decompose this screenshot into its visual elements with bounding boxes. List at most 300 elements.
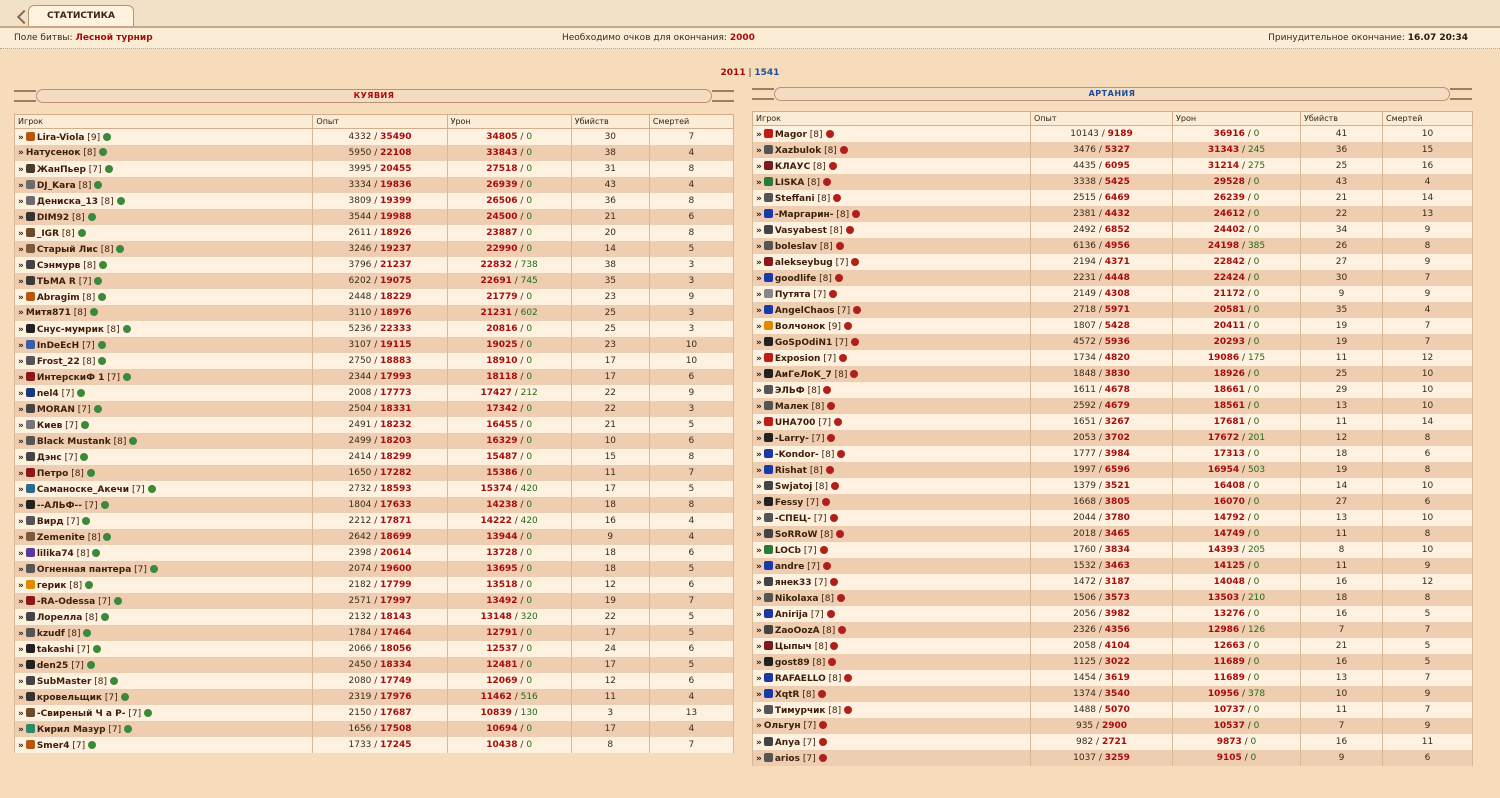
player-cell (15, 369, 313, 385)
exp-cell: 2571 / 17997 (313, 593, 447, 609)
player-info-arrow-icon[interactable]: » (18, 484, 23, 495)
clan-icon (764, 433, 773, 442)
player-info-icon[interactable] (827, 610, 835, 618)
player-info-arrow-icon[interactable]: » (18, 500, 23, 511)
player-info-icon[interactable] (835, 274, 843, 282)
player-name[interactable]: Frost_22 (36, 356, 80, 367)
player-info-arrow-icon[interactable]: » (756, 561, 761, 572)
player-info-arrow-icon[interactable]: » (756, 673, 761, 684)
table-row (753, 366, 1473, 382)
exp-cell: 2450 / 18334 (313, 657, 447, 673)
player-info-icon[interactable] (852, 210, 860, 218)
col-exp[interactable]: Опыт (1031, 112, 1173, 126)
player-info-icon[interactable] (93, 645, 101, 653)
damage-cell: 10956 / 378 (1173, 686, 1301, 702)
player-info-icon[interactable] (822, 498, 830, 506)
player-cell (15, 673, 313, 689)
col-player[interactable]: Игрок (753, 112, 1031, 126)
exp-total: 19075 (380, 276, 412, 286)
damage-value: 11462 (480, 692, 512, 702)
clan-icon (26, 468, 35, 477)
player-name[interactable]: alekseybug (774, 257, 833, 268)
player-info-icon[interactable] (123, 373, 131, 381)
player-info-arrow-icon[interactable]: » (756, 545, 761, 556)
player-info-arrow-icon[interactable]: » (756, 161, 761, 172)
player-info-icon[interactable] (98, 341, 106, 349)
player-info-arrow-icon[interactable]: » (756, 273, 761, 284)
player-info-icon[interactable] (129, 437, 137, 445)
team-header-left (14, 86, 734, 104)
player-info-arrow-icon[interactable]: » (756, 449, 761, 460)
player-name[interactable]: andre (774, 561, 805, 572)
player-name[interactable]: Волчонок (774, 321, 826, 332)
player-cell (15, 289, 313, 305)
player-info-arrow-icon[interactable]: » (18, 244, 23, 255)
player-info-icon[interactable] (828, 658, 836, 666)
player-info-icon[interactable] (827, 434, 835, 442)
player-name[interactable]: Exposion (774, 353, 821, 364)
player-info-arrow-icon[interactable]: » (18, 708, 23, 719)
player-info-arrow-icon[interactable]: » (756, 593, 761, 604)
player-name[interactable]: ЖанПьер (36, 164, 86, 175)
player-name[interactable]: den25 (36, 660, 69, 671)
player-name[interactable]: герик (36, 580, 67, 591)
player-info-arrow-icon[interactable]: » (756, 657, 761, 668)
player-info-icon[interactable] (844, 674, 852, 682)
deaths-cell: 10 (1383, 398, 1473, 414)
player-level: [8] (822, 625, 836, 636)
player-info-arrow-icon[interactable]: » (756, 129, 761, 140)
player-info-icon[interactable] (837, 594, 845, 602)
player-info-arrow-icon[interactable]: » (756, 577, 761, 588)
exp-value: 2448 (348, 292, 372, 302)
player-info-arrow-icon[interactable]: » (18, 308, 23, 318)
col-deaths[interactable]: Смертей (1383, 112, 1473, 126)
player-info-icon[interactable] (846, 226, 854, 234)
player-info-arrow-icon[interactable]: » (18, 580, 23, 591)
player-info-icon[interactable] (78, 229, 86, 237)
player-info-arrow-icon[interactable]: » (18, 644, 23, 655)
player-info-arrow-icon[interactable]: » (18, 324, 23, 335)
player-name[interactable]: Rishat (774, 465, 807, 476)
player-cell (753, 190, 1031, 206)
player-info-icon[interactable] (830, 642, 838, 650)
player-info-icon[interactable] (80, 453, 88, 461)
player-name[interactable]: Снус-мумрик (36, 324, 105, 335)
player-name[interactable]: Lira-Viola (36, 132, 85, 143)
player-info-arrow-icon[interactable]: » (756, 177, 761, 188)
deaths-cell: 10 (1383, 126, 1473, 143)
damage-healed: 378 (1247, 689, 1266, 699)
damage-cell: 11689 / 0 (1173, 654, 1301, 670)
player-name[interactable]: SoRRoW (774, 529, 818, 540)
clan-icon (764, 225, 773, 234)
player-info-arrow-icon[interactable]: » (18, 388, 23, 399)
player-info-icon[interactable] (116, 245, 124, 253)
player-name[interactable]: InDeEcH (36, 340, 80, 351)
player-info-icon[interactable] (844, 322, 852, 330)
player-info-arrow-icon[interactable]: » (756, 209, 761, 220)
player-info-arrow-icon[interactable]: » (756, 145, 761, 156)
player-info-arrow-icon[interactable]: » (18, 548, 23, 559)
player-name[interactable]: Вирд (36, 516, 64, 527)
player-name[interactable]: -Свиреный Ч а Р- (36, 708, 126, 719)
player-info-arrow-icon[interactable]: » (18, 132, 23, 143)
player-info-icon[interactable] (124, 725, 132, 733)
player-info-icon[interactable] (103, 533, 111, 541)
player-name[interactable]: Anya (774, 737, 801, 748)
player-info-arrow-icon[interactable]: » (18, 628, 23, 639)
player-name[interactable]: _IGR (36, 228, 59, 239)
clan-icon (764, 497, 773, 506)
player-info-arrow-icon[interactable]: » (756, 385, 761, 396)
exp-value: 1668 (1073, 497, 1097, 507)
player-info-icon[interactable] (85, 581, 93, 589)
player-name[interactable]: -СПЕЦ- (774, 513, 811, 524)
exp-total: 5936 (1104, 337, 1130, 347)
damage-cell: 24198 / 385 (1173, 238, 1301, 254)
player-info-arrow-icon[interactable]: » (756, 465, 761, 476)
player-info-icon[interactable] (840, 146, 848, 154)
player-name[interactable]: nel4 (36, 388, 59, 399)
player-name[interactable]: AngelChaos (774, 305, 835, 316)
player-info-arrow-icon[interactable]: » (756, 513, 761, 524)
player-info-arrow-icon[interactable]: » (756, 289, 761, 300)
player-name[interactable]: -Маргарин- (774, 209, 834, 220)
player-name[interactable]: Xazbulok (774, 145, 822, 156)
player-name[interactable]: Abragim (36, 292, 80, 303)
tab-statistics[interactable]: СТАТИСТИКА (28, 5, 134, 26)
player-name[interactable]: Дениска_13 (36, 196, 99, 207)
player-info-icon[interactable] (836, 530, 844, 538)
player-name[interactable]: MORAN (36, 404, 75, 415)
player-info-arrow-icon[interactable]: » (18, 452, 23, 463)
player-info-arrow-icon[interactable]: » (756, 625, 761, 636)
player-name[interactable]: -Larry- (774, 433, 809, 444)
player-info-arrow-icon[interactable]: » (756, 337, 761, 348)
player-info-icon[interactable] (844, 706, 852, 714)
player-name[interactable]: Натусенок (25, 148, 81, 158)
player-name[interactable]: Black Mustank (36, 436, 111, 447)
player-name[interactable]: Митя871 (25, 308, 71, 318)
player-info-icon[interactable] (90, 308, 98, 316)
player-info-icon[interactable] (81, 421, 89, 429)
player-info-arrow-icon[interactable]: » (18, 404, 23, 415)
player-info-arrow-icon[interactable]: » (18, 436, 23, 447)
player-info-icon[interactable] (98, 293, 106, 301)
player-name[interactable]: Огненная пантера (36, 564, 132, 575)
damage-value: 13276 (1213, 609, 1245, 619)
player-info-icon[interactable] (99, 261, 107, 269)
player-info-arrow-icon[interactable]: » (756, 721, 761, 731)
player-info-icon[interactable] (88, 741, 96, 749)
player-info-arrow-icon[interactable]: » (18, 356, 23, 367)
player-info-icon[interactable] (833, 194, 841, 202)
player-info-icon[interactable] (87, 469, 95, 477)
clan-icon (26, 244, 35, 253)
player-info-icon[interactable] (94, 277, 102, 285)
player-info-icon[interactable] (831, 482, 839, 490)
player-info-icon[interactable] (820, 546, 828, 554)
player-info-icon[interactable] (77, 389, 85, 397)
player-info-icon[interactable] (94, 181, 102, 189)
player-info-arrow-icon[interactable]: » (756, 369, 761, 380)
player-info-icon[interactable] (839, 354, 847, 362)
player-info-icon[interactable] (105, 165, 113, 173)
player-info-arrow-icon[interactable]: » (18, 564, 23, 575)
damage-healed: 0 (526, 196, 533, 206)
player-info-icon[interactable] (114, 597, 122, 605)
player-name[interactable]: Тимурчик (774, 705, 826, 716)
player-name[interactable]: LOCb (774, 545, 801, 556)
damage-value: 15374 (480, 484, 512, 494)
player-name[interactable]: -RA-Odessa (36, 596, 96, 607)
player-info-icon[interactable] (851, 338, 859, 346)
player-info-arrow-icon[interactable]: » (756, 241, 761, 252)
player-info-arrow-icon[interactable]: » (756, 353, 761, 364)
player-info-icon[interactable] (121, 693, 129, 701)
player-info-arrow-icon[interactable]: » (18, 420, 23, 431)
player-name[interactable]: UHA700 (774, 417, 816, 428)
player-info-arrow-icon[interactable]: » (18, 724, 23, 735)
col-deaths[interactable]: Смертей (649, 115, 733, 129)
player-info-icon[interactable] (94, 405, 102, 413)
damage-value: 18910 (486, 356, 518, 366)
player-name[interactable]: kzudf (36, 628, 65, 639)
player-name[interactable]: LISKA (774, 177, 805, 188)
player-info-icon[interactable] (101, 613, 109, 621)
player-info-icon[interactable] (818, 690, 826, 698)
player-info-arrow-icon[interactable]: » (756, 705, 761, 716)
player-name[interactable]: Старый Лис (36, 244, 98, 255)
player-info-arrow-icon[interactable]: » (18, 260, 23, 271)
player-name[interactable]: Цыпыч (774, 641, 812, 652)
col-damage[interactable]: Урон (447, 115, 571, 129)
player-name[interactable]: АиГеЛоК_7 (774, 369, 832, 380)
player-info-icon[interactable] (103, 133, 111, 141)
player-info-icon[interactable] (830, 578, 838, 586)
player-name[interactable]: Малек (774, 401, 809, 412)
kills-cell: 25 (571, 321, 649, 337)
player-cell (15, 529, 313, 545)
player-name[interactable]: ZaoOozA (774, 625, 820, 636)
player-info-icon[interactable] (829, 290, 837, 298)
exp-total: 4820 (1104, 353, 1130, 363)
player-info-icon[interactable] (87, 661, 95, 669)
damage-healed: 0 (1253, 321, 1260, 331)
player-info-icon[interactable] (123, 325, 131, 333)
player-info-arrow-icon[interactable]: » (756, 193, 761, 204)
player-name[interactable]: ТЬМА R (36, 276, 76, 287)
damage-healed: 0 (1253, 129, 1260, 139)
exp-cell: 2491 / 18232 (313, 417, 447, 433)
player-info-icon[interactable] (98, 357, 106, 365)
player-info-arrow-icon[interactable]: » (18, 340, 23, 351)
player-name[interactable]: boleslav (774, 241, 818, 252)
player-info-arrow-icon[interactable]: » (18, 212, 23, 223)
player-info-icon[interactable] (823, 562, 831, 570)
player-info-arrow-icon[interactable]: » (18, 164, 23, 175)
player-info-arrow-icon[interactable]: » (756, 737, 761, 748)
exp-value: 1760 (1073, 545, 1097, 555)
player-name[interactable]: Лорелла (36, 612, 83, 623)
player-name[interactable]: gost89 (774, 657, 810, 668)
player-info-arrow-icon[interactable]: » (756, 497, 761, 508)
player-info-icon[interactable] (826, 466, 834, 474)
player-name[interactable]: arios (774, 753, 800, 764)
player-name[interactable]: Fessy (774, 497, 804, 508)
player-info-icon[interactable] (853, 306, 861, 314)
player-info-icon[interactable] (834, 418, 842, 426)
player-info-arrow-icon[interactable]: » (18, 516, 23, 527)
player-info-arrow-icon[interactable]: » (18, 740, 23, 751)
player-info-arrow-icon[interactable]: » (18, 196, 23, 207)
exp-cell: 2319 / 17976 (313, 689, 447, 705)
player-name[interactable]: ЭЛЬФ (774, 385, 805, 396)
player-info-icon[interactable] (838, 626, 846, 634)
player-info-arrow-icon[interactable]: » (18, 612, 23, 623)
player-info-icon[interactable] (117, 197, 125, 205)
player-info-icon[interactable] (823, 386, 831, 394)
kills-cell: 27 (1301, 254, 1383, 270)
player-info-arrow-icon[interactable]: » (756, 401, 761, 412)
player-info-arrow-icon[interactable]: » (18, 660, 23, 671)
player-info-icon[interactable] (819, 738, 827, 746)
player-info-arrow-icon[interactable]: » (756, 641, 761, 652)
table-row (15, 737, 734, 753)
player-name[interactable]: goodlife (774, 273, 817, 284)
player-info-icon[interactable] (110, 677, 118, 685)
player-info-arrow-icon[interactable]: » (756, 609, 761, 620)
player-info-arrow-icon[interactable]: » (756, 257, 761, 268)
exp-value: 3110 (348, 308, 372, 318)
player-info-arrow-icon[interactable]: » (18, 148, 23, 158)
col-exp[interactable]: Опыт (313, 115, 447, 129)
player-name[interactable]: Vasyabest (774, 225, 827, 236)
player-name[interactable]: takashi (36, 644, 75, 655)
player-info-icon[interactable] (826, 130, 834, 138)
player-name[interactable]: --АЛЬФ-- (36, 500, 82, 511)
player-name[interactable]: XqtR (774, 689, 800, 700)
player-name[interactable]: Киев (36, 420, 63, 431)
player-name[interactable]: Smer4 (36, 740, 70, 751)
player-info-arrow-icon[interactable]: » (756, 689, 761, 700)
player-name[interactable]: DJ_Kara (36, 180, 76, 191)
player-name[interactable]: Кирил Мазур (36, 724, 106, 735)
player-info-icon[interactable] (836, 242, 844, 250)
player-name[interactable]: Swjatoj (774, 481, 813, 492)
player-info-icon[interactable] (819, 754, 827, 762)
player-info-arrow-icon[interactable]: » (756, 305, 761, 316)
player-info-arrow-icon[interactable]: » (18, 276, 23, 287)
player-name[interactable]: ИнтерскиФ 1 (36, 372, 105, 383)
player-cell (753, 254, 1031, 270)
col-player[interactable]: Игрок (15, 115, 313, 129)
player-info-icon[interactable] (88, 213, 96, 221)
player-info-icon[interactable] (823, 178, 831, 186)
player-info-icon[interactable] (83, 629, 91, 637)
player-name[interactable]: Петро (36, 468, 69, 479)
player-name[interactable]: DIM92 (36, 212, 70, 223)
player-info-arrow-icon[interactable]: » (18, 468, 23, 479)
player-info-icon[interactable] (850, 370, 858, 378)
player-info-arrow-icon[interactable]: » (18, 596, 23, 607)
player-name[interactable]: Саманоске_Акечи (36, 484, 130, 495)
player-info-arrow-icon[interactable]: » (18, 372, 23, 383)
player-name[interactable]: КЛАУС (774, 161, 811, 172)
player-info-arrow-icon[interactable]: » (18, 180, 23, 191)
player-name[interactable]: Путята (774, 289, 811, 300)
player-info-icon[interactable] (150, 565, 158, 573)
player-name[interactable]: -Kondor- (774, 449, 819, 460)
player-info-arrow-icon[interactable]: » (18, 292, 23, 303)
player-info-icon[interactable] (819, 721, 827, 729)
player-info-arrow-icon[interactable]: » (756, 417, 761, 428)
player-name[interactable]: кровельщик (36, 692, 103, 703)
player-level: [7] (835, 257, 849, 268)
player-info-arrow-icon[interactable]: » (756, 433, 761, 444)
player-info-icon[interactable] (829, 162, 837, 170)
col-damage[interactable]: Урон (1173, 112, 1301, 126)
player-info-icon[interactable] (851, 258, 859, 266)
col-kills[interactable]: Убийств (571, 115, 649, 129)
player-info-icon[interactable] (837, 450, 845, 458)
player-info-arrow-icon[interactable]: » (756, 529, 761, 540)
exp-value: 1472 (1073, 577, 1097, 587)
damage-value: 14792 (1213, 513, 1245, 523)
damage-healed: 0 (1250, 737, 1257, 747)
player-name[interactable]: Anirija (774, 609, 808, 620)
player-info-arrow-icon[interactable]: » (18, 532, 23, 543)
player-name[interactable]: янек33 (774, 577, 812, 588)
player-info-icon[interactable] (99, 148, 107, 156)
exp-value: 2344 (348, 372, 372, 382)
clan-icon (764, 641, 773, 650)
player-info-arrow-icon[interactable]: » (756, 481, 761, 492)
player-name[interactable]: Дэнс (36, 452, 62, 463)
damage-value: 24500 (486, 212, 518, 222)
player-info-icon[interactable] (82, 517, 90, 525)
deaths-cell: 10 (1383, 382, 1473, 398)
player-info-icon[interactable] (827, 402, 835, 410)
player-info-icon[interactable] (92, 549, 100, 557)
player-level: [8] (811, 401, 825, 412)
player-info-arrow-icon[interactable]: » (756, 321, 761, 332)
player-name[interactable]: Ольгун (763, 721, 801, 731)
player-info-arrow-icon[interactable]: » (18, 228, 23, 239)
player-info-icon[interactable] (148, 485, 156, 493)
damage-healed: 0 (1253, 673, 1260, 683)
player-name[interactable]: Zemenite (36, 532, 85, 543)
player-name[interactable]: GoSpOdiN1 (774, 337, 833, 348)
player-info-arrow-icon[interactable]: » (18, 692, 23, 703)
player-info-icon[interactable] (830, 514, 838, 522)
player-name[interactable]: Magor (774, 129, 807, 140)
player-name[interactable]: Steffani (774, 193, 815, 204)
player-name[interactable]: SubMaster (36, 676, 92, 687)
player-name[interactable]: Nikolaxa (774, 593, 819, 604)
player-info-arrow-icon[interactable]: » (18, 676, 23, 687)
score-right: 1541 (754, 68, 780, 78)
player-name[interactable]: lilika74 (36, 548, 74, 559)
player-info-arrow-icon[interactable]: » (756, 225, 761, 236)
col-kills[interactable]: Убийств (1301, 112, 1383, 126)
player-info-icon[interactable] (101, 501, 109, 509)
player-name[interactable]: RAFAELLO (774, 673, 826, 684)
player-name[interactable]: Сэнмурв (36, 260, 81, 271)
player-info-arrow-icon[interactable]: » (756, 753, 761, 764)
player-info-icon[interactable] (144, 709, 152, 717)
